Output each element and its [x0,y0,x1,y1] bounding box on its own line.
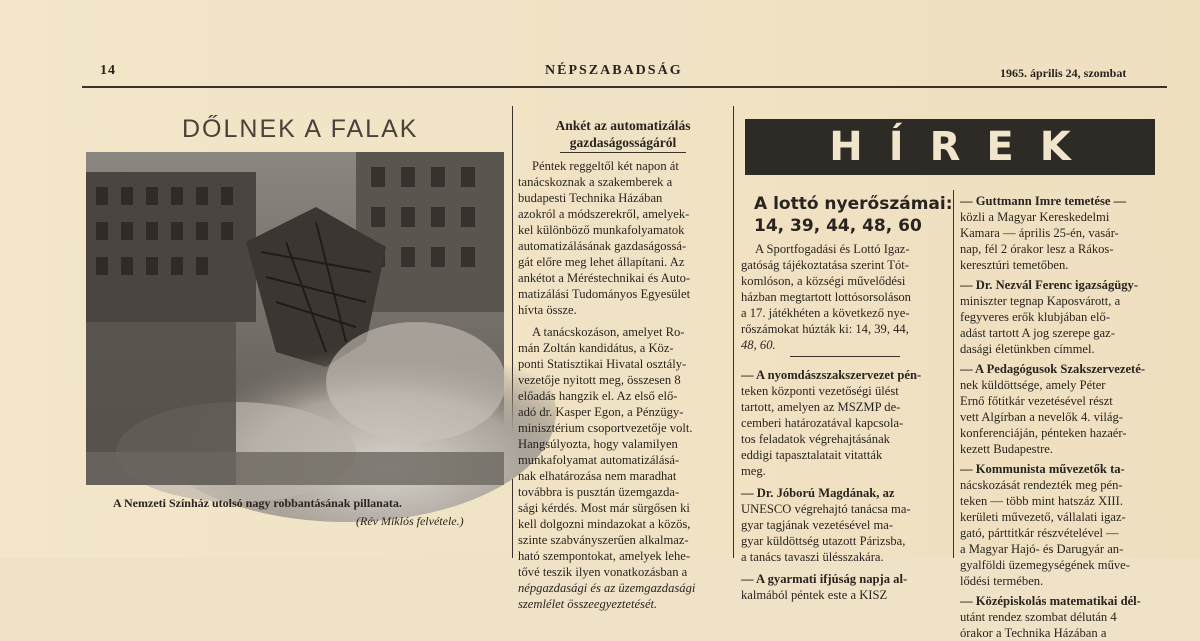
text-line: órakor a Technika Házában a [960,626,1107,640]
text-line: kerületi művezető, vállalati igaz- [960,510,1126,524]
article-title-line: gazdaságosságáról [569,135,677,150]
text-line: Kamara — április 25-én, vasár- [960,226,1119,240]
text-line: adást tartott A jog szerepe gaz- [960,326,1115,340]
text-line: gyar tagjának vezetésével ma- [741,518,894,532]
text-line: fegyveres erők klubjában elő- [960,310,1111,324]
text-line: matizálási Tudományos Egyesület [518,287,691,301]
section-rule [790,356,900,357]
text-line: gató, párttitkár részvételével — [960,526,1119,540]
text-line: rőszámokat húzták ki: 14, 39, 44, [741,322,909,336]
text-line: a 17. játékhéten a következő nye- [741,306,910,320]
news-banner-text: HÍREK [829,124,1097,170]
text-line: ható szempontokat, amelyek lehe- [518,549,691,563]
text-line: tartott, amelyen az MSZMP de- [741,400,901,414]
article-title [518,117,728,151]
text-line: szemlélet összeegyeztetését. [518,597,658,611]
text-line: kalmából péntek este a KISZ [741,588,888,602]
text-line: előadás hangzik el. Az első elő- [518,389,678,403]
text-line: népgazdasági és az üzemgazdasági [518,581,696,595]
text-line: dasági életünkben címmel. [960,342,1095,356]
news-column-left [741,367,947,603]
news-item: — A Pedagógusok Szakszervezeté- [960,362,1146,376]
text-line: utánt rendez szombat délután 4 [960,610,1117,624]
text-line: minisztérium csoportvezetője volt. [518,421,693,435]
text-line: gyalföldi üzemegységének műve- [960,558,1130,572]
text-line: Péntek reggeltől két napon át [532,159,679,173]
text-line: tővé teszik ilyen vonatkozásban a [518,565,688,579]
text-line: vett Algírban a nevelők 4. világ- [960,410,1123,424]
text-line: nap, fél 2 órakor lesz a Rákos- [960,242,1114,256]
text-line: eddigi tapasztalatait vitatták [741,448,883,462]
text-line: azokról a módszerekről, amelyek- [518,207,690,221]
paper-name: NÉPSZABADSÁG [545,63,683,78]
text-line: komlóson, a községi művelődési [741,274,906,288]
text-line: teken központi vezetőségi ülést [741,384,899,398]
lotto-numbers: 14, 39, 44, 48, 60 [754,216,922,236]
text-line: A tanácskozáson, amelyet Ro- [532,325,685,339]
title-rule [560,152,686,153]
text-line: mán Zoltán kandidátus, a Köz- [518,341,674,355]
header-rule [82,86,1167,88]
text-line: nak elhatározása nem maradhat [518,469,677,483]
text-line: keresztúri temetőben. [960,258,1069,272]
text-line: teken — több mint hatszáz XIII. [960,494,1123,508]
column-divider [512,106,513,558]
news-column-right [960,193,1170,641]
text-line: a Magyar Hajó- és Darugyár an- [960,542,1124,556]
text-line: házban megtartott lottósorsoláson [741,290,911,304]
text-line: meg. [741,464,766,478]
text-line: Ernő főtitkár vezetésével részt [960,394,1113,408]
news-item: — Középiskolás matematikai dél- [960,594,1141,608]
article-body [518,158,728,612]
lotto-body [741,241,947,353]
news-item: — Kommunista művezetők ta- [960,462,1125,476]
text-line: továbbra is pusztán üzemgazda- [518,485,680,499]
news-banner [745,119,1155,175]
text-line: ankétot a Méréstechnikai és Auto- [518,271,691,285]
photo-caption: A Nemzeti Színház utolsó nagy robbantásának pillanata. [113,496,402,510]
text-line: munkafolyamat automatizálásá- [518,453,680,467]
text-line: ponti Statisztikai Hivatal osztály- [518,357,687,371]
text-line: cemberi határozatával kapcsola- [741,416,904,430]
column-divider [953,190,954,558]
article-title-line: Ankét az automatizálás [555,118,691,133]
text-line: A Sportfogadási és Lottó Igaz- [755,242,910,256]
demolition-photo [86,152,504,485]
text-line: UNESCO végrehajtó tanácsa ma- [741,502,911,516]
text-line: budapesti Technika Házában [518,191,663,205]
lotto-title: A lottó nyerőszámai: [754,194,953,214]
text-line: hívta össze. [518,303,577,317]
text-line: a tanács tavaszi ülésszakára. [741,550,884,564]
text-line: gyar küldöttség utazott Párizsba, [741,534,906,548]
text-line: automatizálásának gazdaságossá- [518,239,687,253]
text-line: miniszter tegnap Kaposvárott, a [960,294,1121,308]
text-line: gatóság tájékoztatása szerint Tót- [741,258,909,272]
text-line: vezetője nyitott meg, összesen 8 [518,373,681,387]
text-line: kel különböző munkafolyamatok [518,223,685,237]
news-item: — Guttmann Imre temetése — [960,194,1127,208]
text-line: szinte szabványszerűen alkalmaz- [518,533,689,547]
text-line: lődési termében. [960,574,1044,588]
column-divider [733,106,734,558]
text-line: nek küldöttsége, amely Péter [960,378,1106,392]
text-line: kell dolgozni mindazokat a közös, [518,517,691,531]
news-item: — A nyomdászszakszervezet pén- [741,368,922,382]
text-line: Hangsúlyozta, hogy valamilyen [518,437,678,451]
photo-credit: (Rév Miklós felvétele.) [356,514,464,528]
text-line: kezett Budapestre. [960,442,1054,456]
text-line: nácskozását rendezték meg pén- [960,478,1123,492]
text-line: tanácskoznak a szakemberek a [518,175,673,189]
text-line: adó dr. Kasper Egon, a Pénzügy- [518,405,684,419]
page-number: 14 [100,63,116,78]
text-line: gát előre meg lehet állapítani. Az [518,255,685,269]
text-line: tos feladatok végrehajtásának [741,432,890,446]
news-item: — Dr. Nezvál Ferenc igazságügy- [960,278,1139,292]
photo-headline: DŐLNEK A FALAK [182,115,419,143]
text-line: közli a Magyar Kereskedelmi [960,210,1110,224]
text-line: konferenciáján, pénteken hazaér- [960,426,1127,440]
issue-date: 1965. április 24, szombat [1000,66,1127,80]
news-item: — A gyarmati ifjúság napja al- [741,572,908,586]
news-item: — Dr. Jóború Magdának, az [741,486,895,500]
text-line: 48, 60. [741,338,776,352]
text-line: sági kérdés. Most már sürgősen ki [518,501,690,515]
